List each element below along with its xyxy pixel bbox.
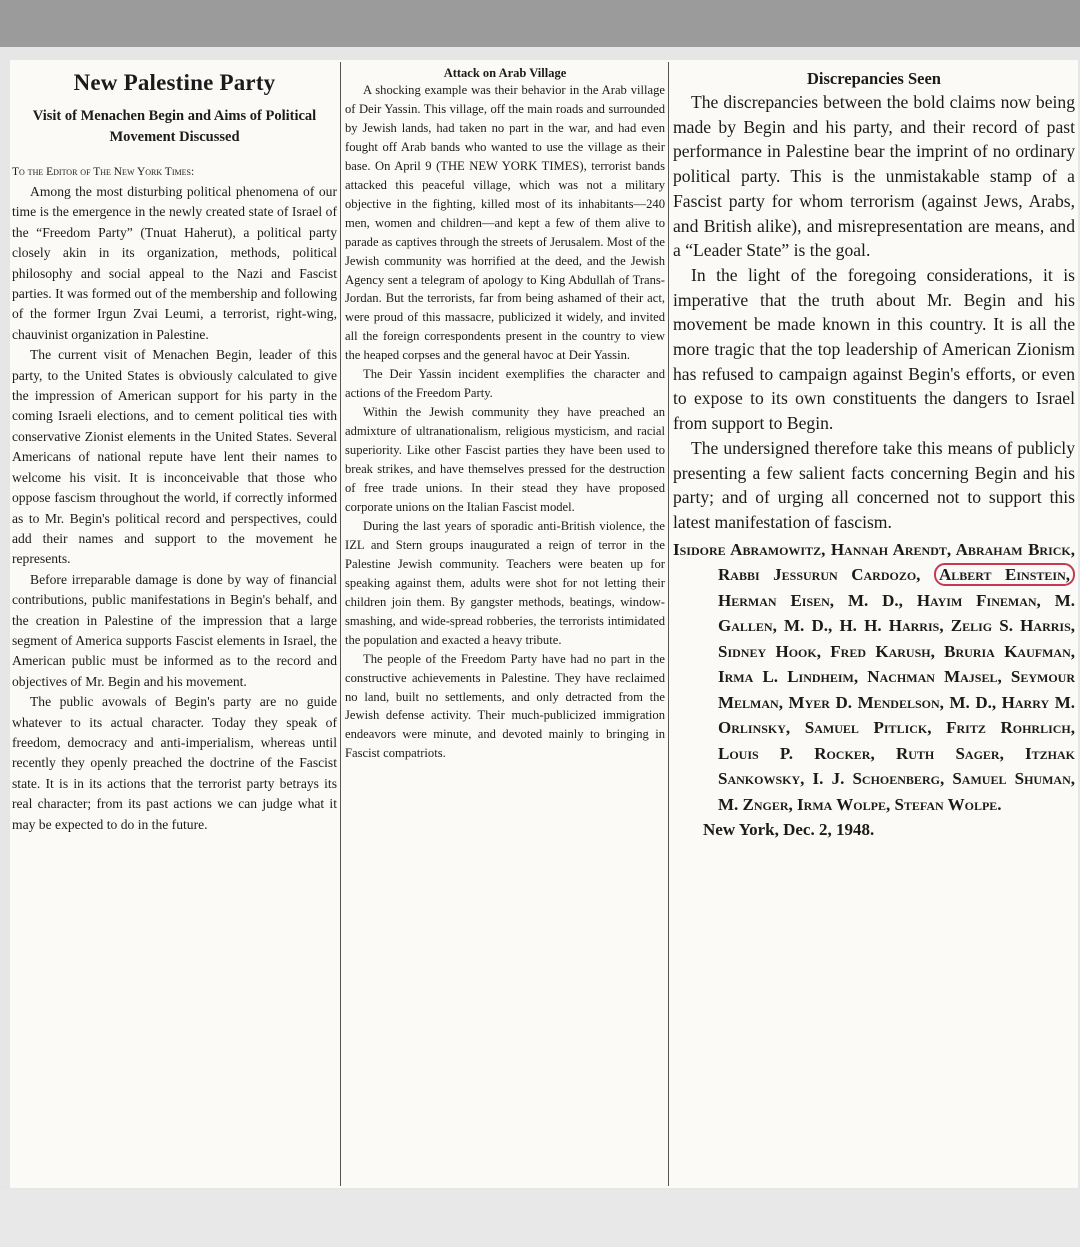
column-rule (340, 62, 341, 1186)
paragraph: Within the Jewish community they have preached an admixture of ultranationalism, religious mysticism, and racial superiority. Like other Fascist parties they have been used to break strikes, and have themselves pressed for the destruction of free trade unions. In their stead they have proposed corporate unions on the Italian Fascist model. (345, 405, 665, 514)
paragraph: The people of the Freedom Party have had no part in the constructive achievements in Palestine. They have reclaimed no land, built no settlements, and only detracted from the Jewish defense activity. Their much-publicized immigration endeavors were minute, and devoted mainly to bringing in Fascist compatriots. (345, 651, 665, 761)
paragraph: Among the most disturbing political phenomena of our time is the emergence in the newly created state of Israel of the “Freedom Party” (Tnuat Haherut), a political party closely akin in its organization, methods, political philosophy and social appeal to the Nazi and Fascist parties. It was formed out of the membership and following of the former Irgun Zvai Leumi, a terrorist, right-wing, chauvinist organization in Palestine. (12, 184, 337, 342)
paragraph: The Deir Yassin incident exemplifies the character and actions of the Freedom Party. (345, 367, 665, 401)
paragraph: The current visit of Menachen Begin, leader of this party, to the United States is obviously calculated to give the impression of American support for his party in the coming Israeli elections, and to cement political ties with conservative Zionist elements in the United States. Several Americans of national repute have lent their names to welcome his visit. It is inconceivable that those who oppose fascism throughout the world, if correctly informed as to Mr. Begin's political record and perspectives, could add their names and support to the movement he represents. (12, 347, 337, 567)
highlighted-signer: Albert Einstein, (934, 563, 1075, 586)
column-rule (668, 62, 669, 1186)
signers-before: Isidore Abramowitz, Hannah Arendt, Abraham Brick, Rabbi Jessurun Cardozo, (673, 539, 1075, 585)
paragraph: The public avowals of Begin's party are no guide whatever to its actual character. Today they speak of freedom, democracy and anti-imperialism, whereas until recently they openly preached the doctrine of the Fascist state. It is in its actions that the terrorist party betrays its real character; from its past actions we can judge what it may be expected to do in the future. (12, 694, 337, 832)
paragraph: In the light of the foregoing considerations, it is imperative that the truth about Mr. Begin and his movement be made known in this country. It is all the more tragic that the top leadership of American Zionism has refused to campaign against Begin's efforts, or even to expose to its own constituents the dangers to Israel from support to Begin. (673, 264, 1075, 434)
signers-after: Herman Eisen, M. D., Hayim Fineman, M. Gallen, M. D., H. H. Harris, Zelig S. Harris, Sidney Hook, Fred Karush, Bruria Kaufman, Irma L. Lindheim, Nachman Majsel, Seymour Melman, Myer D. Mendelson, M. D., Harry M. Orlinsky, Samuel Pitlick, Fritz Rohrlich, Louis P. Rocker, Ruth Sager, Itzhak Sankowsky, I. J. Schoenberg, Samuel Shuman, M. Znger, Irma Wolpe, Stefan Wolpe. (718, 590, 1075, 814)
newspaper-clipping (10, 60, 1078, 1188)
paragraph: Before irreparable damage is done by way of financial contributions, public manifestations in Begin's behalf, and the creation in Palestine of the impression that a large segment of America supports Fascist elements in Israel, the American public must be informed as to the record and objectives of Mr. Begin and his movement. (12, 571, 337, 689)
bottom-bar (0, 1190, 1080, 1247)
paragraph: During the last years of sporadic anti-British violence, the IZL and Stern groups inaugurated a reign of terror in the Palestine Jewish community. Teachers were beaten up for speaking against them, adults were shot for not letting their children join them. By gangster methods, beatings, window-smashing, and wide-spread robberies, the terrorists intimidated the population and exacted a heavy tribute. (345, 518, 665, 647)
paragraph: A shocking example was their behavior in the Arab village of Deir Yassin. This village, off the main roads and surrounded by Jewish lands, had taken no part in the war, and had even fought off Arab bands who wanted to use the village as their base. On April 9 (THE NEW YORK TIMES), terrorist bands attacked this peaceful village, which was not a military objective in the fighting, killed most of its inhabitants—240 men, women and children—and kept a few of them alive to parade as captives through the streets of Jerusalem. Most of the Jewish community was horrified at the deed, and the Jewish Agency sent a telegram of apology to King Abdullah of Trans-Jordan. But the terrorists, far from being ashamed of their act, were proud of this massacre, publicized it widely, and invited all the foreign correspondents present in the country to view the heaped corpses and the general havoc at Deir Yassin. (345, 83, 665, 363)
column-2 (345, 60, 665, 1188)
paragraph: The discrepancies between the bold claims now being made by Begin and his party, and their record of past performance in Palestine bear the imprint of no ordinary political party. This is the unmistakable stamp of a Fascist party for whom terrorism (against Jews, Arabs, and British alike), and misrepresentation are means, and a “Leader State” is the goal. (673, 92, 1075, 261)
salutation: To the Editor of The New York Times: (12, 166, 195, 178)
headline: New Palestine Party (73, 70, 276, 95)
dateline: New York, Dec. 2, 1948. (703, 820, 875, 840)
subheading: Discrepancies Seen (807, 69, 941, 88)
signatories (673, 537, 1075, 818)
subheading: Attack on Arab Village (443, 66, 567, 80)
deck: Visit of Menachen Begin and Aims of Political Movement Discussed (32, 108, 317, 145)
top-bar (0, 0, 1080, 47)
paragraph: The undersigned therefore take this means of publicly presenting a few salient facts concerning Begin and his party; and of urging all concerned not to support this latest manifestation of fascism. (673, 437, 1075, 532)
column-1 (12, 60, 337, 1188)
column-3 (673, 60, 1075, 1188)
